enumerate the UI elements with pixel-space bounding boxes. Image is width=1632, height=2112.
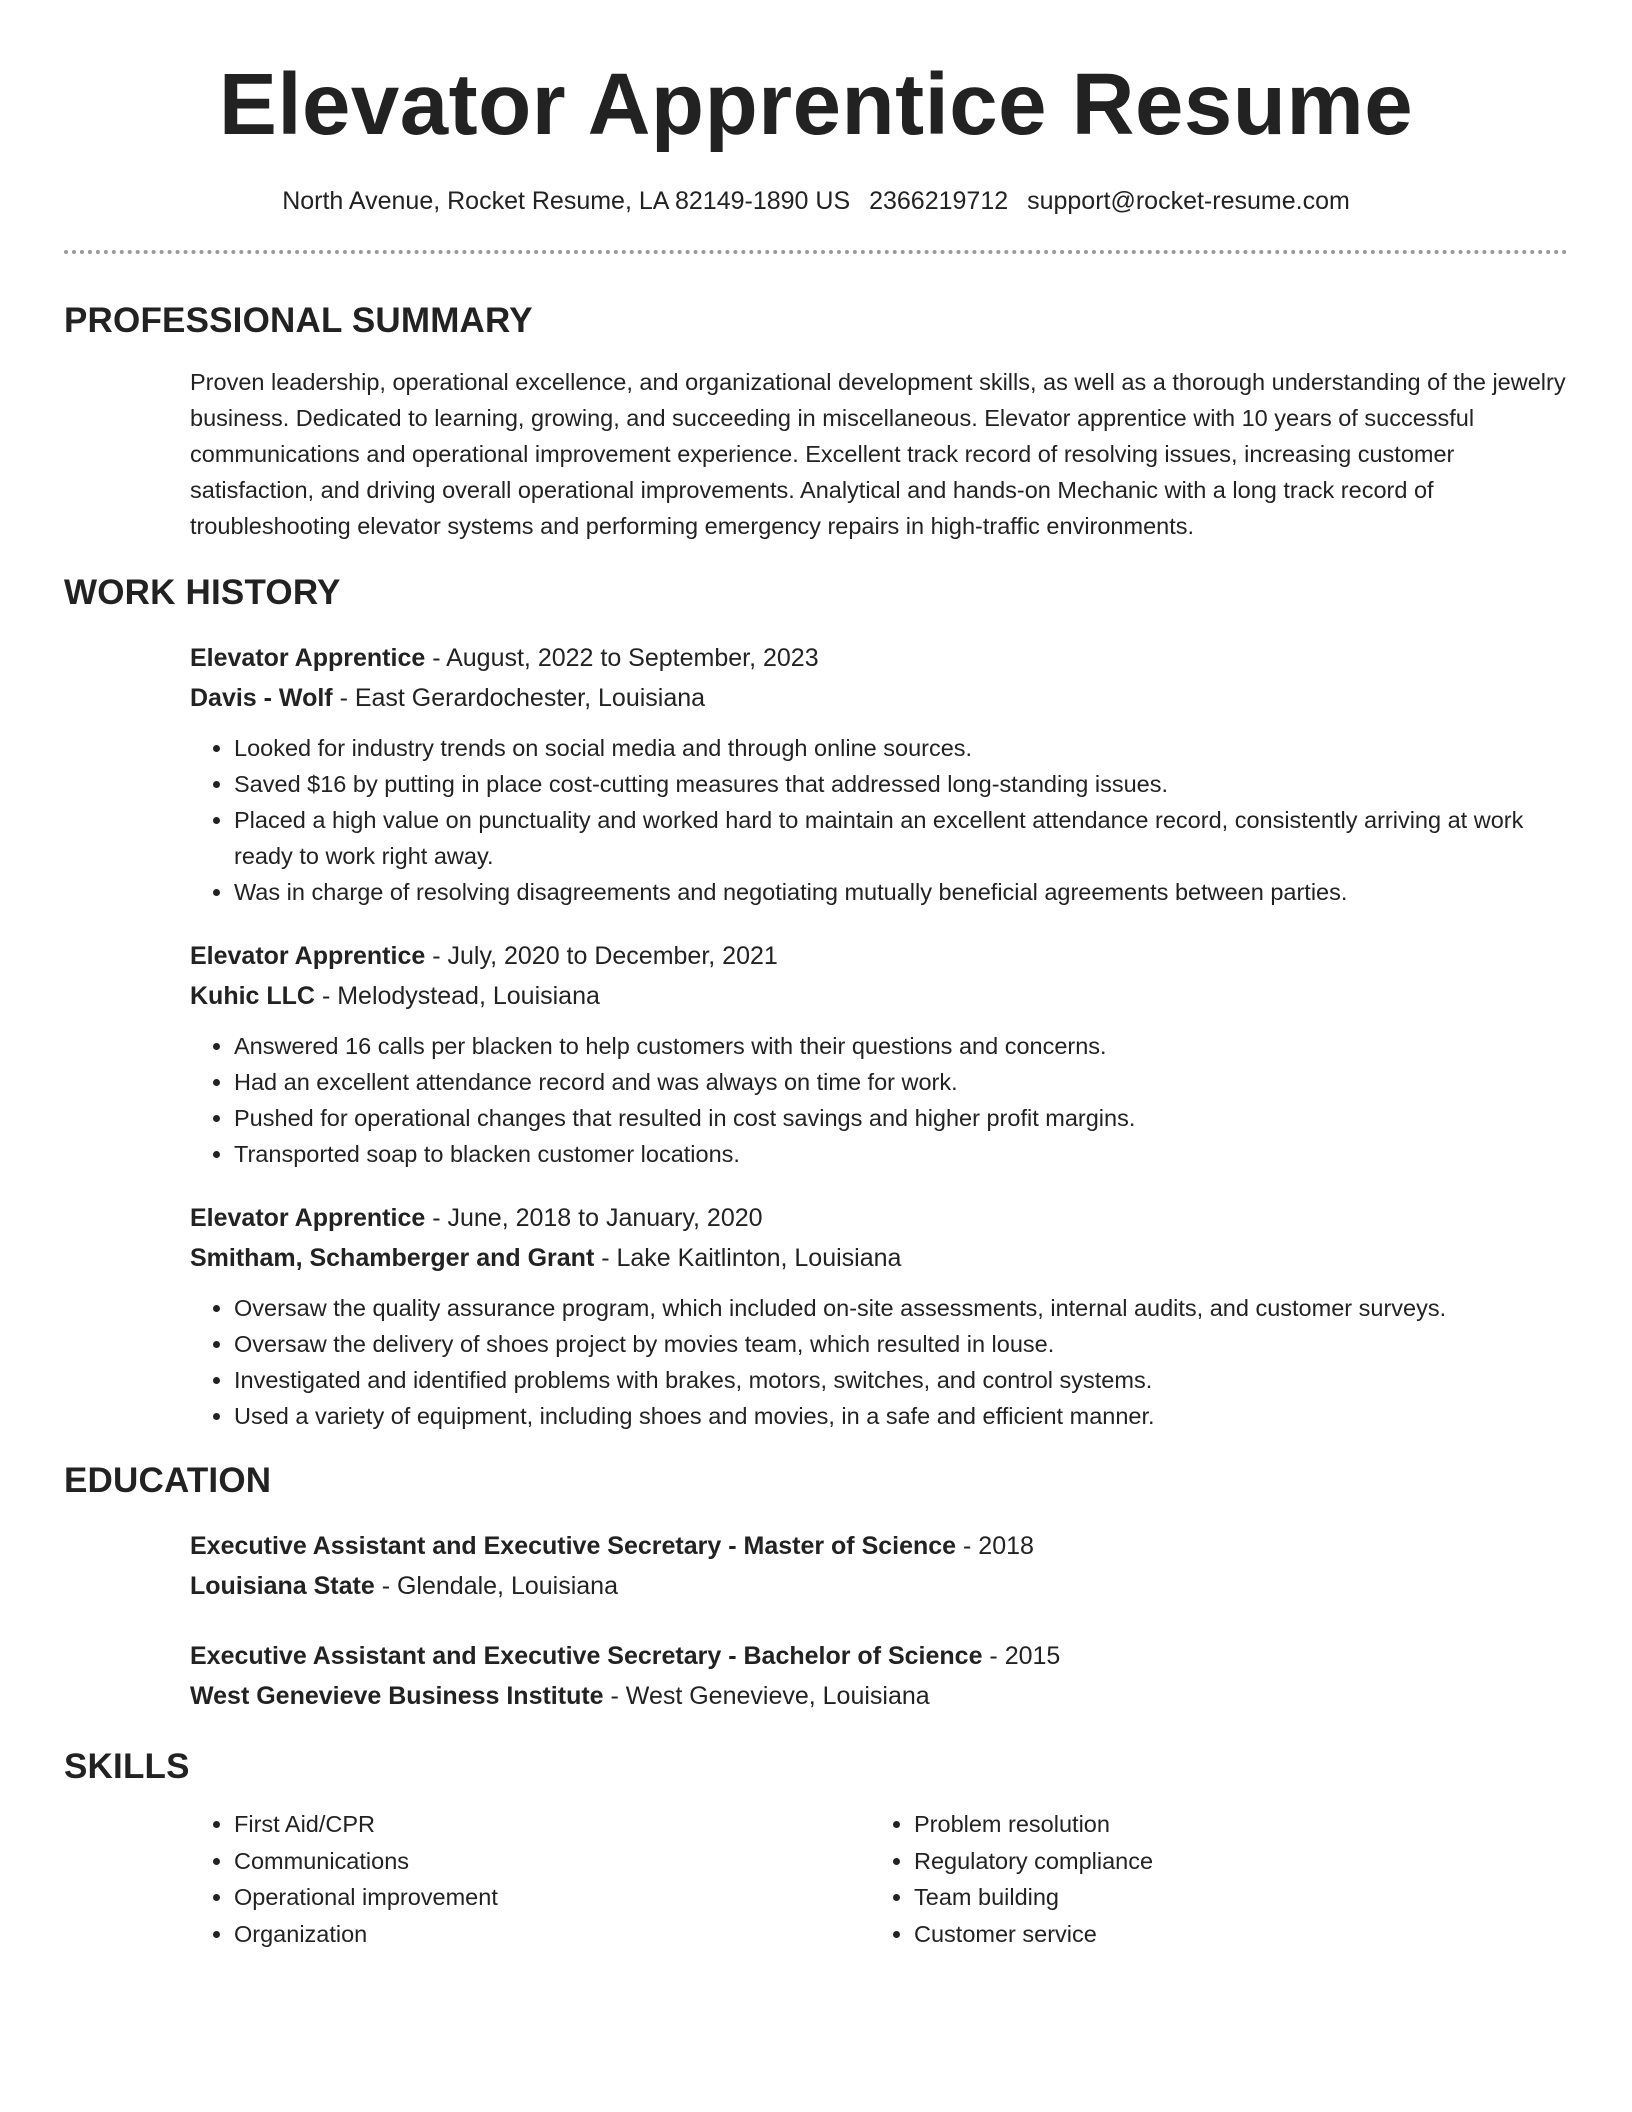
job-company: Kuhic LLC (190, 982, 315, 1010)
skill-item: • Problem resolution (914, 1806, 1550, 1843)
job-location: - Lake Kaitlinton, Louisiana (594, 1244, 902, 1272)
skill-item: • Communications (234, 1843, 870, 1880)
job-title-line (190, 936, 1568, 976)
job-entry (190, 1198, 1568, 1434)
job-company: Smitham, Schamberger and Grant (190, 1244, 595, 1272)
education-entry (190, 1636, 1568, 1716)
job-bullet: • Looked for industry trends on social media and through online sources. (234, 730, 1568, 766)
job-bullet: • Oversaw the quality assurance program, which included on-site assessments, internal audits, and customer surveys. (234, 1290, 1568, 1326)
summary-text: Proven leadership, operational excellence, and organizational development skills, as well as a thorough understanding of the jewelry business. Dedicated to learning, growing, and succeeding in miscellaneous. Elevator apprentice with 10 years of successful communications and operational improvement experience. Excellent track record of resolving issues, increasing customer satisfaction, and driving overall operational improvements. Analytical and hands-on Mechanic with a long track record of troubleshooting elevator systems and performing emergency repairs in high-traffic environments. (190, 369, 1566, 539)
education-heading: EDUCATION (64, 1461, 272, 1500)
skill-item: • Organization (234, 1916, 870, 1953)
job-title-line (190, 638, 1568, 678)
job-title: Elevator Apprentice (190, 644, 426, 672)
skills-section (190, 1806, 1568, 1952)
job-company-line (190, 976, 1568, 1016)
job-company-line (190, 678, 1568, 718)
education-year: - 2018 (956, 1532, 1034, 1560)
header-divider (64, 250, 1568, 254)
work-history-heading: WORK HISTORY (64, 573, 341, 612)
education-school: Louisiana State (190, 1572, 375, 1600)
job-company: Davis - Wolf (190, 684, 333, 712)
job-entry (190, 936, 1568, 1172)
job-location: - Melodystead, Louisiana (315, 982, 600, 1010)
job-bullet: • Used a variety of equipment, including shoes and movies, in a safe and efficient manner. (234, 1398, 1568, 1434)
skill-item: • Operational improvement (234, 1879, 870, 1916)
education-section (190, 1526, 1568, 1716)
skills-list-right (870, 1806, 1550, 1952)
job-bullet: • Oversaw the delivery of shoes project by movies team, which resulted in louse. (234, 1326, 1568, 1362)
education-school: West Genevieve Business Institute (190, 1682, 604, 1710)
job-bullets (190, 1028, 1568, 1172)
education-school-line (190, 1676, 1568, 1716)
education-year: - 2015 (982, 1642, 1061, 1670)
summary-heading: PROFESSIONAL SUMMARY (64, 301, 533, 340)
contact-line (64, 186, 1568, 216)
job-location: - East Gerardochester, Louisiana (332, 684, 706, 712)
skill-item: • Customer service (914, 1916, 1550, 1953)
job-bullet: • Transported soap to blacken customer locations. (234, 1136, 1568, 1172)
skill-item: • Team building (914, 1879, 1550, 1916)
education-degree-line (190, 1526, 1568, 1566)
education-degree-line (190, 1636, 1568, 1676)
job-bullet: • Was in charge of resolving disagreements and negotiating mutually beneficial agreements between parties. (234, 874, 1568, 910)
job-entry (190, 638, 1568, 910)
education-degree: Executive Assistant and Executive Secretary - Bachelor of Science (190, 1642, 983, 1670)
contact-phone: 2366219712 (869, 187, 1009, 215)
education-location: - Glendale, Louisiana (374, 1572, 618, 1600)
job-title: Elevator Apprentice (190, 1204, 426, 1232)
job-dates: - August, 2022 to September, 2023 (425, 644, 819, 672)
work-history-section (190, 638, 1568, 1434)
skill-item: • Regulatory compliance (914, 1843, 1550, 1880)
job-bullet: • Placed a high value on punctuality and worked hard to maintain an excellent attendance record, consistently arriving at work ready to work right away. (234, 802, 1568, 874)
education-entry (190, 1526, 1568, 1606)
education-school-line (190, 1566, 1568, 1606)
job-bullet: • Pushed for operational changes that resulted in cost savings and higher profit margins. (234, 1100, 1568, 1136)
education-degree: Executive Assistant and Executive Secretary - Master of Science (190, 1532, 957, 1560)
job-title-line (190, 1198, 1568, 1238)
skill-item: • First Aid/CPR (234, 1806, 870, 1843)
job-dates: - June, 2018 to January, 2020 (425, 1204, 763, 1232)
contact-email: support@rocket-resume.com (1027, 187, 1350, 215)
skills-heading: SKILLS (64, 1747, 190, 1786)
job-title: Elevator Apprentice (190, 942, 426, 970)
education-location: - West Genevieve, Louisiana (603, 1682, 930, 1710)
resume-page (64, 0, 1568, 1952)
resume-title: Elevator Apprentice Resume (218, 56, 1414, 153)
job-bullet: • Had an excellent attendance record and was always on time for work. (234, 1064, 1568, 1100)
job-company-line (190, 1238, 1568, 1278)
job-bullet: • Investigated and identified problems with brakes, motors, switches, and control systems. (234, 1362, 1568, 1398)
contact-address: North Avenue, Rocket Resume, LA 82149-1890 US (282, 187, 851, 215)
job-bullet: • Answered 16 calls per blacken to help customers with their questions and concerns. (234, 1028, 1568, 1064)
job-bullets (190, 730, 1568, 910)
job-bullets (190, 1290, 1568, 1434)
job-bullet: • Saved $16 by putting in place cost-cutting measures that addressed long-standing issues. (234, 766, 1568, 802)
summary-section (190, 364, 1568, 544)
skills-list-left (190, 1806, 870, 1952)
job-dates: - July, 2020 to December, 2021 (425, 942, 778, 970)
